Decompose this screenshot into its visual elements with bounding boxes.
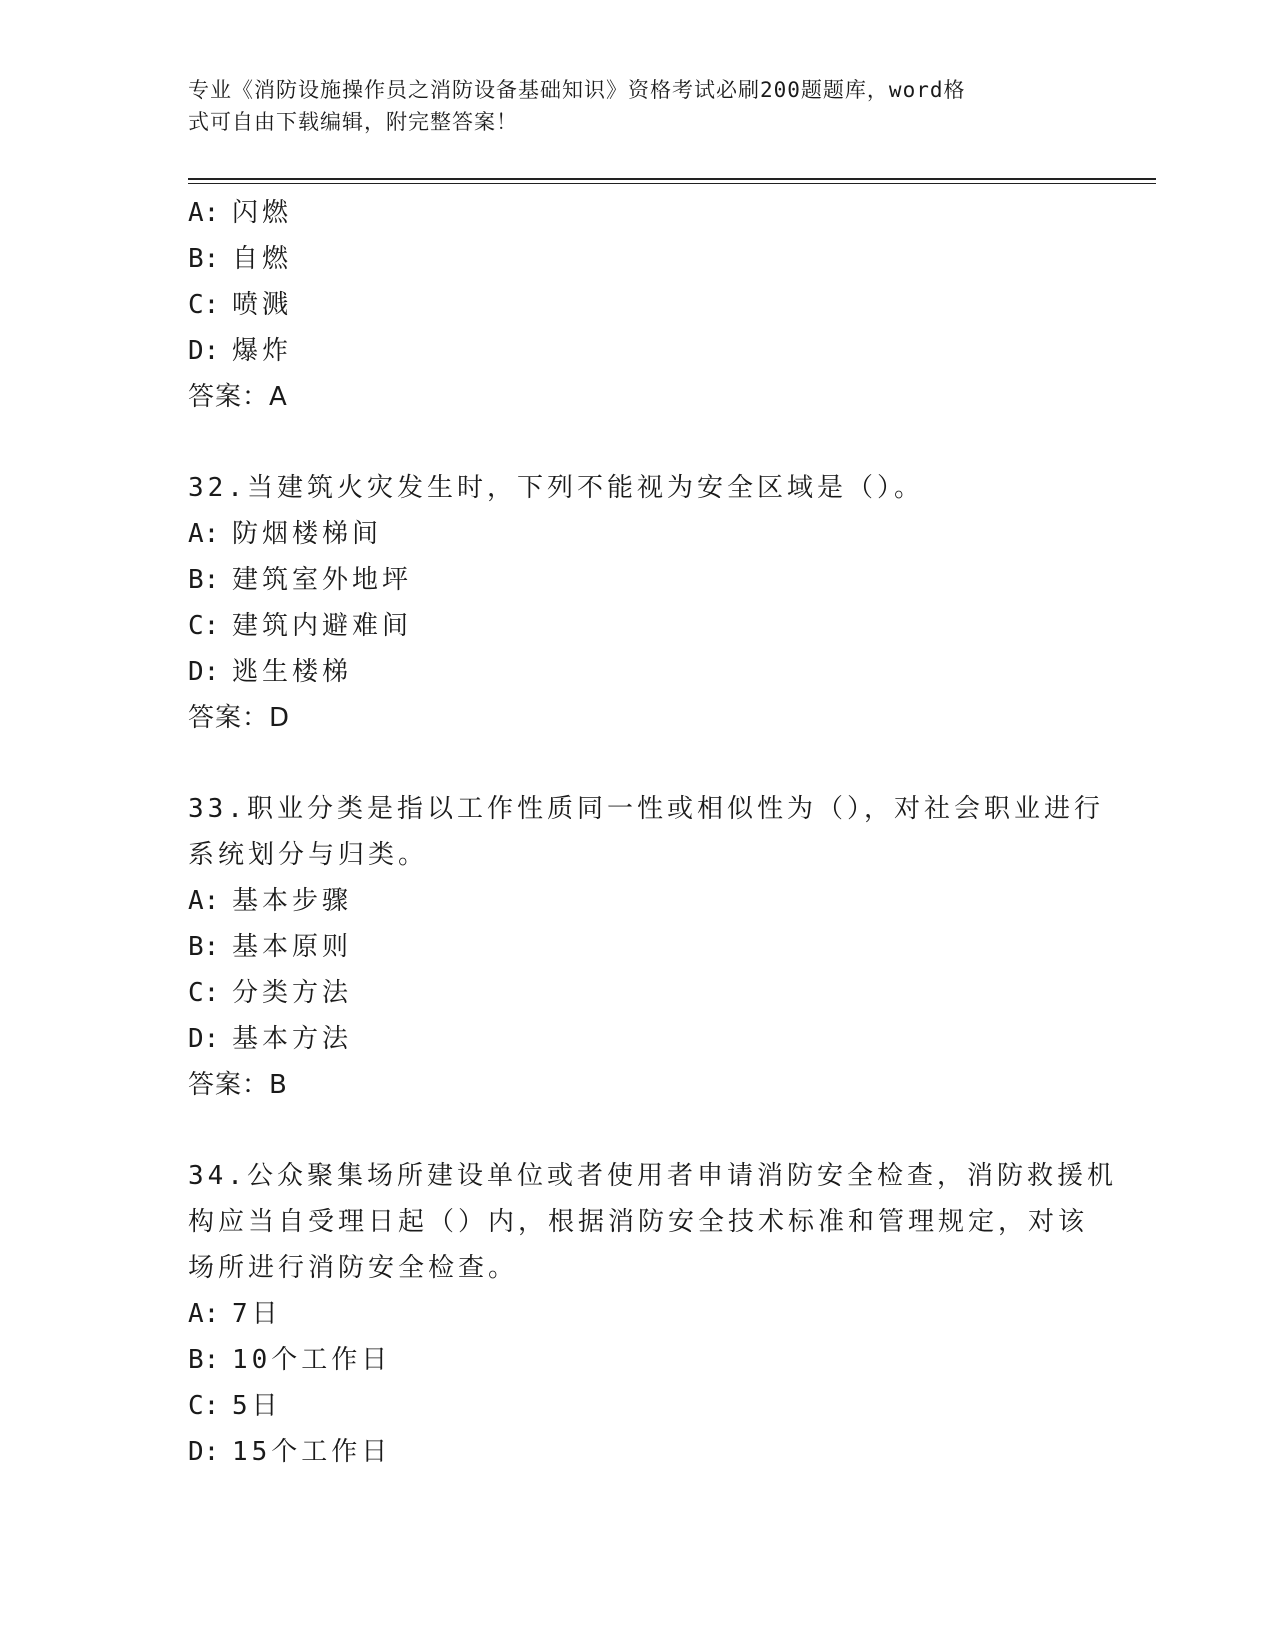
option-prefix: B: (188, 244, 220, 274)
question-spacer (188, 1108, 1088, 1153)
option-prefix: D: (188, 336, 220, 366)
option-d (188, 1016, 1088, 1062)
option-prefix: A: (188, 198, 220, 228)
stem-line: 33.职业分类是指以工作性质同一性或相似性为（），对社会职业进行 (188, 794, 1104, 824)
option-text: 逃生楼梯 (232, 657, 353, 687)
answer-line: 答案：D (188, 703, 291, 733)
option-c (188, 1383, 1088, 1429)
option-c (188, 970, 1088, 1016)
option-prefix: D: (188, 1437, 220, 1467)
option-a (188, 511, 1088, 557)
option-c (188, 603, 1088, 649)
stem-line: 32.当建筑火灾发生时，下列不能视为安全区域是（）。 (188, 473, 924, 503)
question-34 (188, 1153, 1117, 1475)
option-prefix: B: (188, 565, 220, 595)
header-rule-thick (188, 178, 1156, 180)
question-list (188, 190, 1117, 1475)
header-line-1: 专业《消防设施操作员之消防设备基础知识》资格考试必刷200题题库，word格 (188, 78, 966, 102)
option-prefix: A: (188, 519, 220, 549)
option-prefix: A: (188, 886, 220, 916)
document-header (188, 74, 1068, 138)
option-prefix: B: (188, 1345, 220, 1375)
stem-line: 场所进行消防安全检查。 (188, 1253, 519, 1283)
option-text: 爆炸 (232, 336, 293, 366)
stem-line: 系统划分与归类。 (188, 840, 429, 870)
option-prefix: A: (188, 1299, 220, 1329)
option-text: 建筑室外地坪 (232, 565, 413, 595)
option-text: 喷溅 (232, 290, 293, 320)
option-prefix: D: (188, 1024, 220, 1054)
option-a (188, 190, 1088, 236)
option-a (188, 878, 1088, 924)
option-text: 7日 (232, 1299, 282, 1329)
question-33 (188, 786, 1104, 1108)
option-text: 基本方法 (232, 1024, 353, 1054)
question-32 (188, 465, 1088, 741)
question-spacer (188, 420, 1088, 465)
option-text: 防烟楼梯间 (232, 519, 383, 549)
option-b (188, 557, 1088, 603)
option-text: 基本步骤 (232, 886, 353, 916)
option-text: 闪燃 (232, 198, 293, 228)
option-text: 建筑内避难间 (232, 611, 413, 641)
option-b (188, 1337, 1088, 1383)
option-b (188, 236, 1088, 282)
header-line-2: 式可自由下载编辑，附完整答案！ (188, 110, 518, 134)
header-rule-thin (188, 183, 1156, 184)
option-text: 自燃 (232, 244, 293, 274)
option-d (188, 649, 1088, 695)
question-31 (188, 190, 1088, 420)
option-a (188, 1291, 1088, 1337)
option-d (188, 328, 1088, 374)
stem-line: 34.公众聚集场所建设单位或者使用者申请消防安全检查，消防救援机 (188, 1161, 1117, 1191)
stem-line: 构应当自受理日起（）内，根据消防安全技术标准和管理规定，对该 (188, 1207, 1089, 1237)
option-text: 基本原则 (232, 932, 353, 962)
answer-line: 答案：B (188, 1070, 288, 1100)
question-stem (188, 465, 1088, 511)
option-text: 15个工作日 (232, 1437, 392, 1467)
option-prefix: D: (188, 657, 220, 687)
question-stem (188, 1153, 1117, 1291)
option-text: 10个工作日 (232, 1345, 392, 1375)
question-spacer (188, 741, 1088, 786)
option-text: 5日 (232, 1391, 282, 1421)
option-prefix: B: (188, 932, 220, 962)
option-prefix: C: (188, 611, 220, 641)
option-b (188, 924, 1088, 970)
option-prefix: C: (188, 978, 220, 1008)
option-text: 分类方法 (232, 978, 353, 1008)
option-prefix: C: (188, 290, 220, 320)
option-c (188, 282, 1088, 328)
question-stem (188, 786, 1104, 878)
option-d (188, 1429, 1088, 1475)
answer-line: 答案：A (188, 382, 288, 412)
option-prefix: C: (188, 1391, 220, 1421)
